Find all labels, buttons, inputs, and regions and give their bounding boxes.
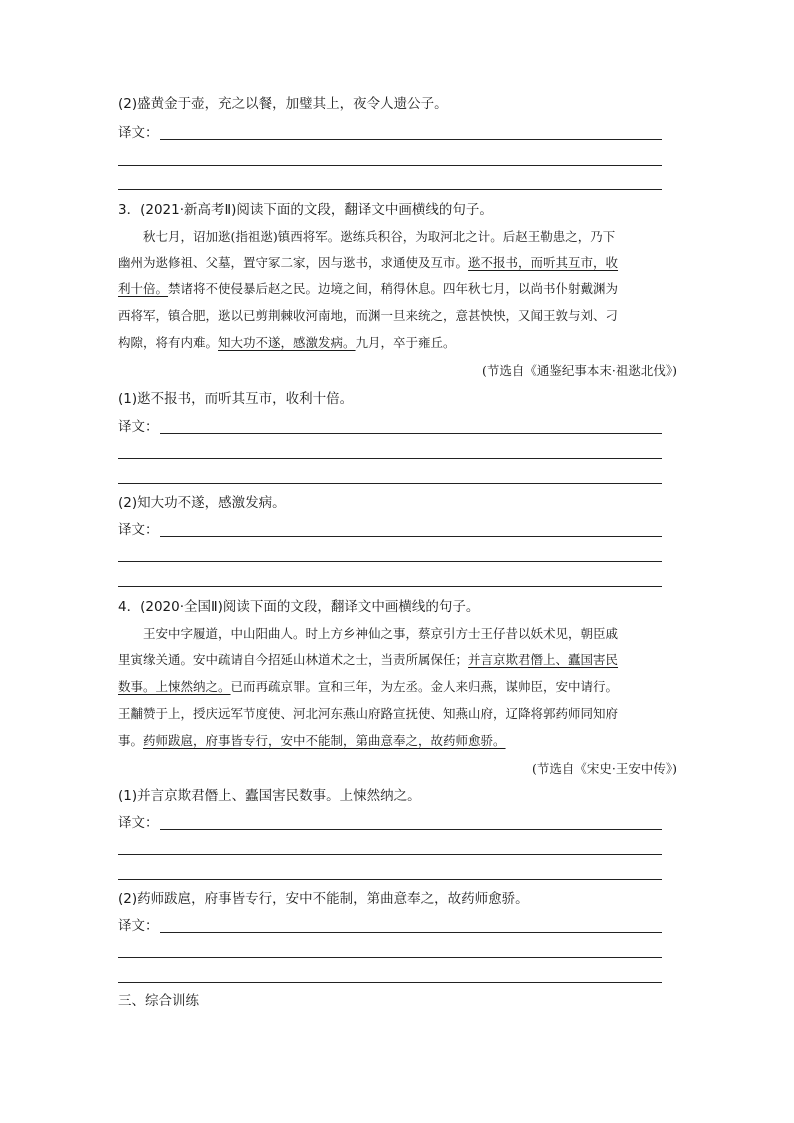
answer-line[interactable] — [118, 854, 662, 855]
q3-passage-line — [118, 280, 678, 298]
answer-line[interactable] — [118, 189, 662, 190]
answer-line[interactable] — [118, 165, 662, 166]
answer-line[interactable] — [160, 433, 662, 434]
q4-underlined-sentence-1: 并言京欺君僭上、蠹国害民 — [468, 652, 619, 667]
answer-line[interactable] — [160, 829, 662, 830]
q3-underlined-sentence-1: 逖不报书，而听其互市，收 — [468, 255, 619, 270]
q4-source: (节选自《宋史·王安中传》) — [532, 761, 677, 776]
q4-passage-line: 王黼赞于上，授庆远军节度使、河北河东燕山府路宣抚使、知燕山府，辽降将郭药师同知府 — [118, 706, 619, 721]
q3-passage-line: 秋七月，诏加逖(指祖逖)镇西将军。逖练兵积谷，为取河北之计。后赵王勒患之，乃下 — [118, 229, 616, 244]
q4-item-1: (1)并言京欺君僭上、蠹国害民数事。上悚然纳之。 — [118, 788, 421, 804]
question-3-title: 3．(2021·新高考Ⅱ)阅读下面的文段，翻译文中画横线的句子。 — [118, 202, 493, 218]
q3-text: 禁诸将不使侵暴后赵之民。边境之间，稍得休息。四年秋七月，以尚书仆射戴渊为 — [168, 281, 619, 296]
q3-item-2: (2)知大功不遂，感激发病。 — [118, 495, 286, 511]
translation-label: 译文： — [118, 419, 159, 435]
q4-passage-line: 王安中字履道，中山阳曲人。时上方乡神仙之事，蔡京引方士王仔昔以妖术见，朝臣戚 — [118, 626, 619, 641]
q3-passage-line — [118, 254, 678, 272]
q4-underlined-sentence-2: 药师跋扈，府事皆专行，安中不能制，第曲意奉之，故药师愈骄。 — [143, 733, 506, 748]
prev-q-item-2: (2)盛黄金于壶，充之以餐，加璧其上，夜令人遗公子。 — [118, 96, 448, 112]
answer-line[interactable] — [118, 483, 662, 484]
q4-item-2: (2)药师跋扈，府事皆专行，安中不能制，第曲意奉之，故药师愈骄。 — [118, 891, 529, 907]
answer-line[interactable] — [160, 536, 662, 537]
q4-passage-line — [118, 732, 678, 750]
q3-underlined-sentence-1-end: 利十倍。 — [118, 281, 169, 296]
q3-passage-line — [118, 334, 678, 352]
q4-text: 事。 — [118, 733, 144, 748]
q4-text: 里寅缘关通。安中疏请自今招延山林道术之士，当责所属保任； — [118, 652, 469, 667]
q4-passage-line — [118, 651, 678, 669]
section-3-heading: 三、综合训练 — [118, 993, 199, 1009]
answer-line[interactable] — [160, 932, 662, 933]
answer-line[interactable] — [118, 586, 662, 587]
q3-passage-line: 西将军，镇合肥，逖以已剪荆棘收河南地，而渊一旦来统之，意甚怏怏，又闻王敦与刘、刁 — [118, 308, 619, 323]
q3-source: (节选自《通鉴纪事本末·祖逖北伐》) — [482, 363, 677, 378]
translation-label: 译文： — [118, 522, 159, 538]
answer-line[interactable] — [118, 879, 662, 880]
answer-line[interactable] — [118, 957, 662, 958]
q3-underlined-sentence-2: 知大功不遂，感激发病。 — [218, 335, 356, 350]
q3-item-1: (1)逖不报书，而听其互市，收利十倍。 — [118, 391, 354, 407]
q4-text: 已而再疏京罪。宣和三年，为左丞。金人来归燕，谋帅臣，安中请行。 — [230, 679, 619, 694]
question-4-title: 4．(2020·全国Ⅱ)阅读下面的文段，翻译文中画横线的句子。 — [118, 599, 480, 615]
q3-text: 构隙，将有内难。 — [118, 335, 219, 350]
answer-line[interactable] — [118, 982, 662, 983]
translation-label: 译文： — [118, 918, 159, 934]
translation-label: 译文： — [118, 815, 159, 831]
translation-label: 译文： — [118, 125, 159, 141]
answer-line[interactable] — [160, 139, 662, 140]
answer-line[interactable] — [118, 458, 662, 459]
q3-text: 九月，卒于雍丘。 — [355, 335, 456, 350]
q3-text: 幽州为逖修祖、父墓，置守冢二家，因与逖书，求通使及互市。 — [118, 255, 469, 270]
q4-passage-line — [118, 678, 678, 696]
answer-line[interactable] — [118, 561, 662, 562]
q4-underlined-sentence-1-end: 数事。上悚然纳之。 — [118, 679, 231, 694]
